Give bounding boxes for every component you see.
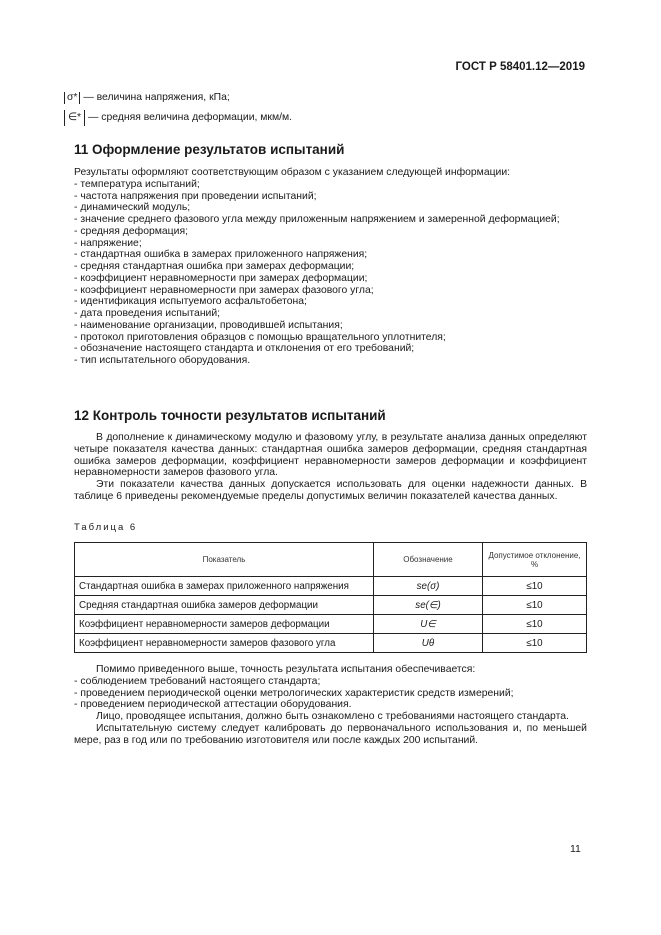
list-item: - обозначение настоящего стандарта и отклонения от его требований; <box>74 343 415 355</box>
section-11-body: Результаты оформляют соответствующим образом с указанием следующей информации: - температура испытаний; - частота напряжения при проведении испытаний; - динамический модуль; - значение среднего фазового угла между приложенным напряжением и замеренной деформацией; - средняя деформация; - напряжение; - стандартная ошибка в замерах приложенного напряжения; - средняя стандартная ошибка при замерах деформации; - коэффициент неравномерности при замерах деформации; - коэффициент неравномерности при замерах фазового угла; - идентификация испытуемого асфальтобетона; - дата проведения испытаний; - наименование организации, проводившей испытания; - протокол приготовления образцов с помощью вращательного уплотнителя; - обозначение настоящего стандарта и отклонения от его требований; - тип испытательного оборудования. <box>74 167 587 367</box>
symbol-cell: se(σ) <box>374 577 483 596</box>
quality-table <box>74 542 587 653</box>
section-12-body <box>74 432 587 503</box>
table-caption: Таблица 6 <box>74 522 138 533</box>
tolerance-cell: ≤10 <box>483 615 587 634</box>
assurance-list <box>74 676 587 711</box>
section-11-heading: 11 Оформление результатов испытаний <box>74 142 345 157</box>
list-item: - идентификация испытуемого асфальтобетона; <box>74 296 307 308</box>
section-12-after: Помимо приведенного выше, точность результата испытания обеспечивается: - соблюдением требований настоящего стандарта; - проведением периодической оценки метрологических характеристик средств измерений; - проведением периодической аттестации оборудования. Лицо, проводящее испытания, должно быть ознакомлено с требованиями настоящего стандарта. Испытательную систему следует калибровать до первоначального использования и, по меньшей мере, раз в год или по требованию изготовителя или после каждых 200 испытаний. <box>74 664 587 746</box>
list-item: - тип испытательного оборудования. <box>74 355 251 366</box>
symbol-cell: se(∈) <box>374 596 483 615</box>
list-item: - дата проведения испытаний; <box>74 308 221 319</box>
list-item: - значение среднего фазового угла между приложенным напряжением и замеренной деформацией; <box>74 214 560 225</box>
indicator-cell: Коэффициент неравномерности замеров деформации <box>75 615 374 634</box>
indicator-cell: Стандартная ошибка в замерах приложенного напряжения <box>75 577 374 596</box>
list-item: - коэффициент неравномерности при замерах деформации; <box>74 272 368 284</box>
paragraph: В дополнение к динамическому модулю и фазовому углу, в результате анализа данных определяют четыре показателя качества данных: стандартная ошибка замеров деформации, средняя стандартная ошибка замеров деформации, коэффициент неравномерности замеров деформации и коэффициент неравномерности замеров фазового угла. <box>74 432 587 479</box>
paragraph: Эти показатели качества данных допускается использовать для оценки надежности данных. В таблице 6 приведены рекомендуемые пределы допустимых величин показателей качества данных. <box>74 479 587 502</box>
list-item: - проведением периодической аттестации оборудования. <box>74 699 352 711</box>
list-item: - коэффициент неравномерности при замерах фазового угла; <box>74 284 374 296</box>
indicator-cell: Коэффициент неравномерности замеров фазового угла <box>75 634 374 653</box>
symbol-cell: U∈ <box>374 615 483 634</box>
info-list <box>74 179 587 367</box>
section-12-heading: 12 Контроль точности результатов испытаний <box>74 408 386 423</box>
list-item: - соблюдением требований настоящего стандарта; <box>74 675 321 687</box>
table-row <box>75 577 587 596</box>
list-item: - проведением периодической оценки метрологических характеристик средств измерений; <box>74 687 514 699</box>
list-item: - напряжение; <box>74 237 142 249</box>
tolerance-cell: ≤10 <box>483 634 587 653</box>
list-item: - частота напряжения при проведении испытаний; <box>74 190 317 202</box>
tolerance-cell: ≤10 <box>483 577 587 596</box>
list-item: - средняя стандартная ошибка при замерах деформации; <box>74 261 355 272</box>
list-item: - стандартная ошибка в замерах приложенного напряжения; <box>74 249 368 261</box>
table-row <box>75 634 587 653</box>
list-item: - температура испытаний; <box>74 178 200 190</box>
page-number: 11 <box>570 843 581 855</box>
list-item: - наименование организации, проводившей испытания; <box>74 319 343 331</box>
tolerance-cell: ≤10 <box>483 596 587 615</box>
formula-var: ∈* — средняя величина деформации, мкм/м. <box>64 110 292 126</box>
formula-var: σ* — величина напряжения, кПа; <box>64 92 230 104</box>
list-item: - протокол приготовления образцов с помощью вращательного уплотнителя; <box>74 331 446 343</box>
table-row <box>75 615 587 634</box>
table-header-row: Показатель Обозначение Допустимое отклонение, % <box>75 543 587 577</box>
indicator-cell: Средняя стандартная ошибка замеров деформации <box>75 596 374 615</box>
symbol-cell: Uθ <box>374 634 483 653</box>
table-row <box>75 596 587 615</box>
list-item: - динамический модуль; <box>74 202 191 214</box>
document-code: ГОСТ Р 58401.12—2019 <box>455 61 585 73</box>
list-item: - средняя деформация; <box>74 225 188 237</box>
